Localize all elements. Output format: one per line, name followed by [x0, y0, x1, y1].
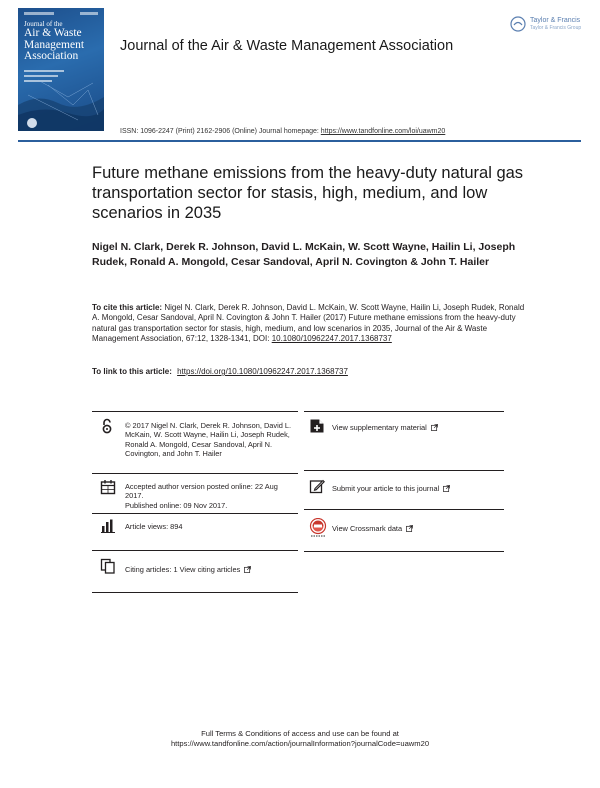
external-link-icon — [443, 485, 450, 492]
article-doi-url[interactable]: https://doi.org/10.1080/10962247.2017.1368737 — [177, 367, 348, 376]
article-title: Future methane emissions from the heavy-duty natural gas transportation sector for stasis, high, medium, and low scenarios in 2035 — [92, 164, 524, 222]
journal-homepage-link[interactable]: https://www.tandfonline.com/loi/uawm20 — [320, 128, 446, 135]
supplementary-text: View supplementary material — [332, 423, 427, 432]
crossmark-text: View Crossmark data — [332, 524, 403, 533]
publisher-logo-icon — [510, 16, 526, 32]
divider — [92, 473, 298, 474]
journal-title[interactable]: Journal of the Air & Waste Management Association — [120, 38, 454, 54]
doi-link[interactable]: 10.1080/10962247.2017.1368737 — [271, 334, 392, 344]
cover-artwork — [18, 75, 104, 131]
cover-title-line: Management — [24, 38, 85, 51]
divider — [304, 470, 504, 471]
publisher-logo-subtext: Taylor & Francis Group — [530, 25, 582, 31]
citing-articles-link[interactable] — [125, 565, 251, 574]
cover-decoration — [24, 12, 54, 15]
edit-pen-icon — [309, 478, 325, 494]
citing-articles-text: Citing articles: 1 View citing articles — [125, 565, 241, 574]
publisher-logo-text: Taylor & Francis — [530, 17, 581, 24]
open-access-icon — [99, 418, 115, 434]
divider — [92, 550, 298, 551]
publisher-logo[interactable] — [510, 14, 588, 36]
header-divider — [18, 140, 581, 142]
external-link-icon — [431, 424, 438, 431]
cover-title-prefix: Journal of the — [24, 20, 63, 28]
article-link-row — [92, 367, 348, 376]
divider — [92, 513, 298, 514]
calendar-icon — [100, 479, 116, 495]
journal-cover-thumbnail — [18, 8, 104, 131]
divider — [304, 411, 504, 412]
external-link-icon — [244, 566, 251, 573]
crossmark-icon — [309, 518, 327, 538]
terms-footer — [100, 729, 500, 749]
article-link-label: To link to this article: — [92, 367, 172, 376]
cover-title — [24, 20, 100, 63]
submit-article-link[interactable] — [332, 484, 450, 493]
divider — [92, 592, 298, 593]
issn-text: ISSN: 1096-2247 (Print) 2162-2906 (Online) Journal homepage: — [120, 128, 319, 135]
supplementary-plus-icon — [309, 418, 325, 434]
divider — [304, 551, 504, 552]
accepted-date: Accepted author version posted online: 22 Aug 2017. — [125, 482, 278, 501]
submit-article-text: Submit your article to this journal — [332, 484, 440, 493]
crossmark-link[interactable] — [332, 524, 413, 533]
supplementary-material-link[interactable] — [332, 423, 438, 432]
cover-title-line: Air & Waste — [24, 27, 82, 39]
external-link-icon — [406, 525, 413, 532]
bar-chart-icon — [100, 518, 116, 534]
issn-line — [120, 128, 445, 135]
article-views: Article views: 894 — [125, 522, 183, 531]
footer-terms-url[interactable]: https://www.tandfonline.com/action/journalInformation?journalCode=uawm20 — [170, 739, 430, 748]
citation-text: Nigel N. Clark, Derek R. Johnson, David L. McKain, W. Scott Wayne, Hailin Li, Joseph Rudek, Ronald A. Mongold, Cesar Sandoval, April N. Covington & John T. Hailer (2017) Future methane emissions from the heavy-duty natural gas transportation sector for stasis, high, medium, and low scenarios in 2035, Journal of the Air & Waste Management Association, 67:12, 1328-1341, DOI: — [92, 303, 525, 344]
footer-terms-text: Full Terms & Conditions of access and use can be found at — [201, 729, 399, 738]
cover-title-line: Association — [24, 50, 79, 62]
cover-decoration — [80, 12, 98, 15]
publication-dates — [125, 482, 297, 510]
citing-articles-icon — [100, 558, 116, 574]
citation-label: To cite this article: — [92, 303, 163, 312]
article-authors: Nigel N. Clark, Derek R. Johnson, David L. McKain, W. Scott Wayne, Hailin Li, Joseph Rudek, Ronald A. Mongold, Cesar Sandoval, April N. Covington & John T. Hailer — [92, 241, 516, 268]
copyright-notice: © 2017 Nigel N. Clark, Derek R. Johnson, David L. McKain, W. Scott Wayne, Hailin Li, Joseph Rudek, Ronald A. Mongold, Cesar Sandoval, April N. Covington, and John T. Hailer — [125, 421, 292, 459]
divider — [92, 411, 298, 412]
published-date: Published online: 09 Nov 2017. — [125, 500, 228, 510]
divider — [304, 509, 504, 510]
citation-block — [92, 303, 532, 345]
